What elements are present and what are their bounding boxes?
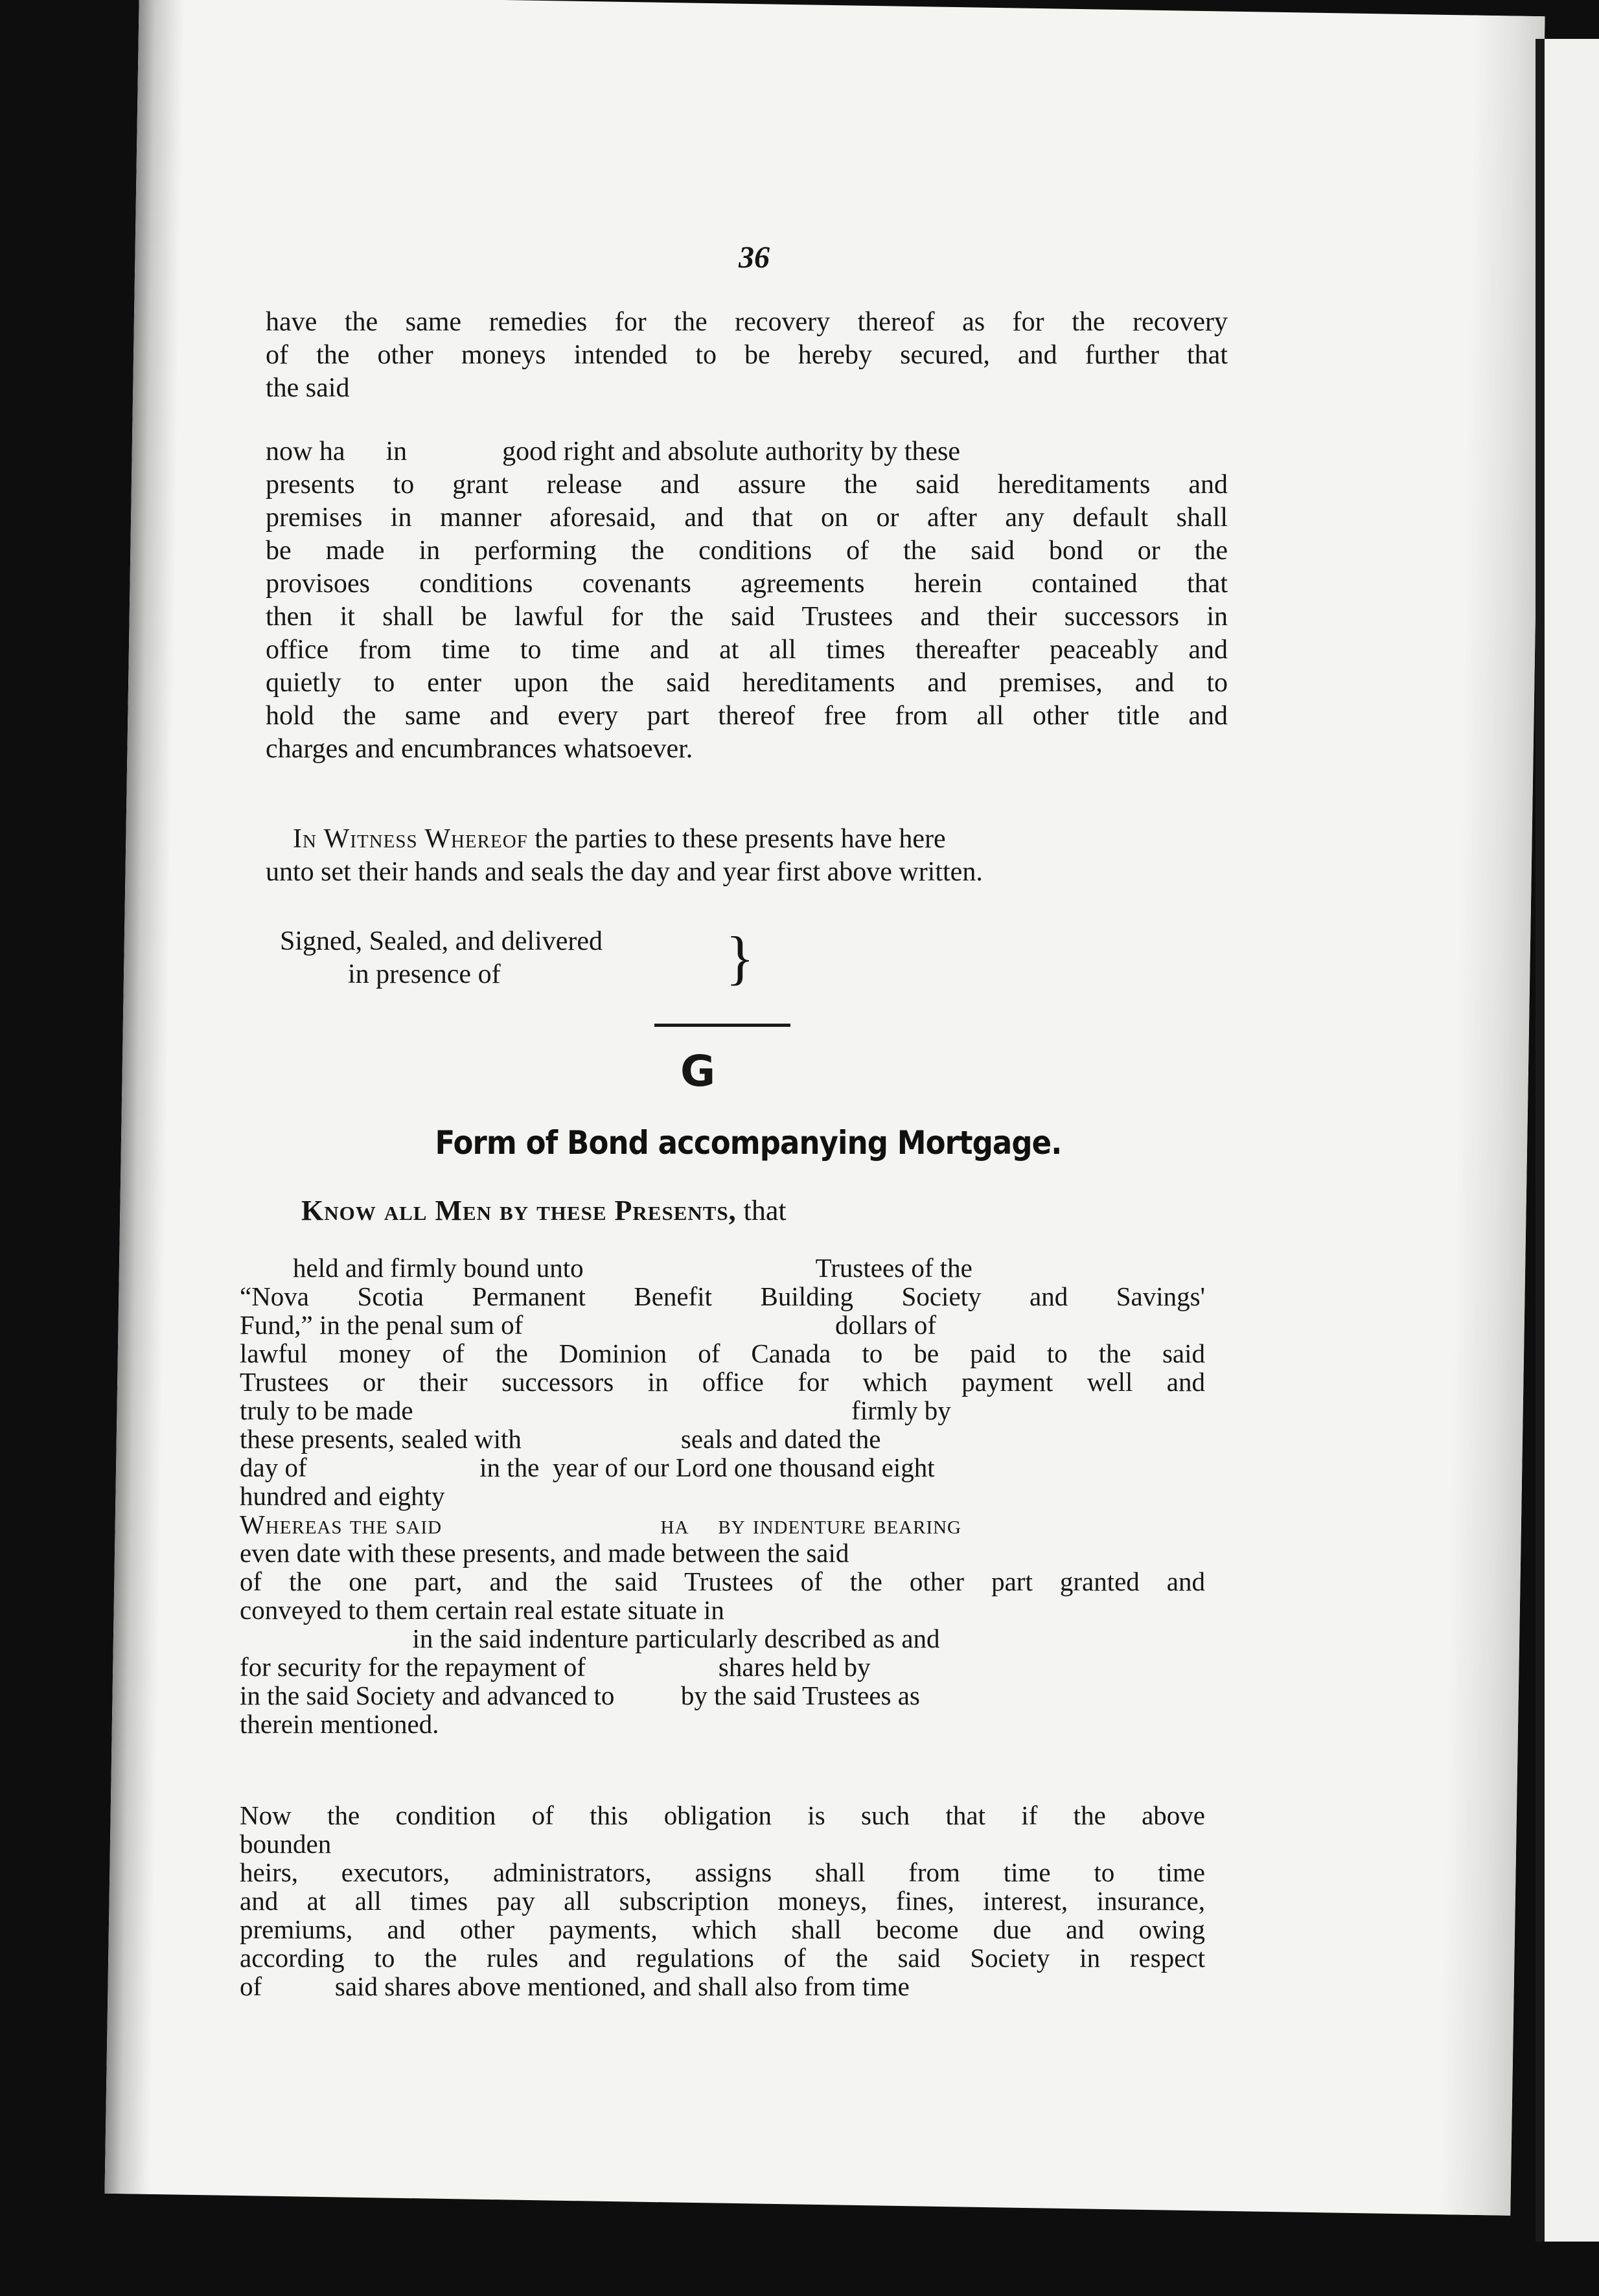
text-line: hold the same and every part thereof free from all other title and: [266, 701, 1228, 731]
text-line: provisoes conditions covenants agreements herein contained that: [266, 569, 1228, 599]
text-line: [266, 823, 1228, 856]
binding-shadow: [104, 0, 184, 2194]
bond-line: “Nova Scotia Permanent Benefit Building Society and Savings': [240, 1281, 1205, 1311]
condition-line: of said shares above mentioned, and shall also from time: [240, 1971, 910, 2001]
text-line: then it shall be lawful for the said Trustees and their successors in: [266, 602, 1228, 632]
paragraph-remedies: [266, 306, 1228, 405]
bond-line: therein mentioned.: [240, 1709, 439, 1739]
bond-line: held and firmly bound unto Trustees of the: [240, 1253, 972, 1283]
condition-line: bounden: [240, 1829, 332, 1859]
bond-body: [240, 1254, 1205, 1738]
condition-line: according to the rules and regulations of the said Society in respect: [240, 1943, 1205, 1973]
witness-lead: In Witness Whereof: [293, 824, 528, 854]
condition-line: and at all times pay all subscription moneys, fines, interest, insurance,: [240, 1886, 1205, 1916]
bond-line: lawful money of the Dominion of Canada to be paid to the said: [240, 1338, 1205, 1368]
bond-line: day of in the year of our Lord one thousand eight: [240, 1452, 935, 1482]
page-number: 36: [739, 240, 770, 275]
bond-line: these presents, sealed with seals and dated the: [240, 1424, 881, 1454]
bond-line: Fund,” in the penal sum of dollars of: [240, 1310, 937, 1340]
bond-line: of the one part, and the said Trustees of the other part granted and: [240, 1567, 1205, 1596]
know-rest: that: [736, 1195, 787, 1226]
page-edge-shade: [1439, 16, 1545, 2216]
text-line: unto set their hands and seals the day and year first above written.: [266, 857, 983, 887]
know-lead: Know all Men by these Presents,: [301, 1195, 737, 1226]
text-line: presents to grant release and assure the said hereditaments and: [266, 470, 1228, 499]
paragraph-authority: [266, 435, 1228, 766]
signed-line: Signed, Sealed, and delivered: [280, 926, 603, 956]
bond-line: truly to be made firmly by: [240, 1395, 951, 1425]
bond-line: Trustees or their successors in office for which payment well and: [240, 1367, 1205, 1397]
bond-line: Whereas the said ha by indenture bearing: [240, 1510, 961, 1539]
bond-line: hundred and eighty: [240, 1481, 445, 1511]
bond-line: even date with these presents, and made between the said: [240, 1538, 849, 1568]
text-line: office from time to time and at all times thereafter peaceably and: [266, 635, 1228, 665]
bond-line: in the said indenture particularly described as and: [240, 1624, 940, 1653]
section-letter: G: [680, 1046, 716, 1096]
paragraph-witness: [266, 823, 1228, 889]
presence-text: in presence of: [348, 959, 501, 989]
text-line: now ha in good right and absolute authority by these: [266, 437, 961, 466]
brace-glyph: }: [726, 924, 755, 991]
bond-line: for security for the repayment of shares held by: [240, 1652, 871, 1682]
condition-line: heirs, executors, administrators, assigns shall from time to time: [240, 1857, 1205, 1887]
bond-line: in the said Society and advanced to by the said Trustees as: [240, 1681, 920, 1710]
section-heading: Form of Bond accompanying Mortgage.: [435, 1124, 1062, 1162]
section-divider: [654, 1024, 790, 1027]
condition-line: Now the condition of this obligation is such that if the above: [240, 1800, 1205, 1830]
text-line: premises in manner aforesaid, and that on or after any default shall: [266, 503, 1228, 533]
text-line: the said: [266, 373, 350, 403]
signature-block: [280, 925, 733, 991]
witness-rest: the parties to these presents have here: [527, 824, 946, 854]
text-line: have the same remedies for the recovery thereof as for the recovery: [266, 307, 1228, 337]
bond-line: conveyed to them certain real estate situate in: [240, 1595, 724, 1625]
text-line: be made in performing the conditions of the said bond or the: [266, 536, 1228, 566]
condition-line: premiums, and other payments, which shall become due and owing: [240, 1914, 1205, 1944]
condition-paragraph: [240, 1801, 1205, 2001]
text-line: quietly to enter upon the said hereditaments and premises, and to: [266, 668, 1228, 698]
next-page-edge: [1536, 39, 1599, 2242]
text-line: charges and encumbrances whatsoever.: [266, 734, 693, 764]
text-line: of the other moneys intended to be hereby secured, and further that: [266, 340, 1228, 370]
presence-line: [280, 958, 733, 991]
know-all-men-line: [301, 1194, 1079, 1227]
